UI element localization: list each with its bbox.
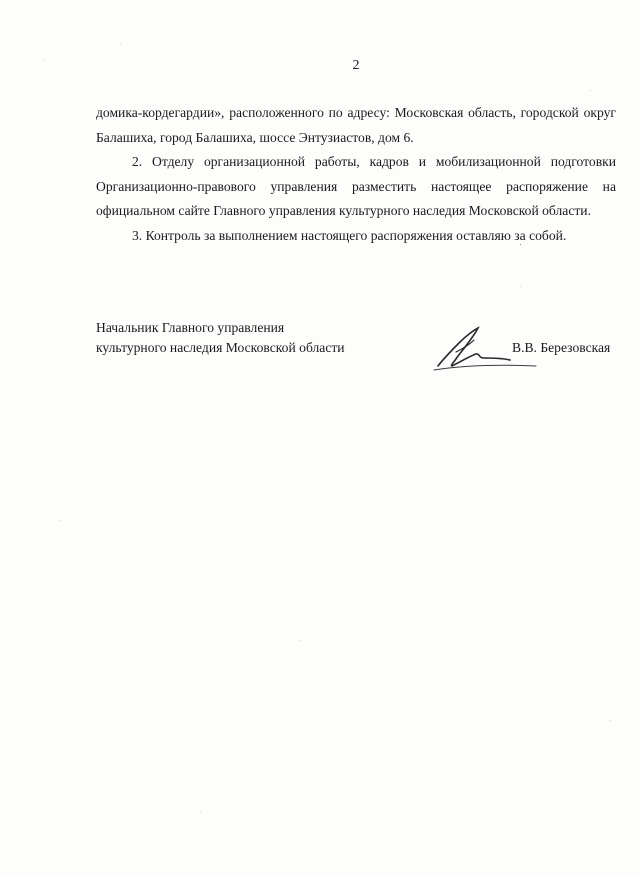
scan-speck [200,812,201,813]
scan-speck [120,44,121,45]
paragraph-item-3: 3. Контроль за выполнением настоящего распоряжения оставляю за собой. [132,227,567,243]
paragraph-item-2: 2. Отделу организационной работы, кадров и мобилизационной подготовки Организационно-правового управления разместить настоящее распоряжение на официальном сайте Главного управления культурного наследия Московской области. [96,154,616,218]
scan-speck [610,720,611,721]
scan-speck [520,244,521,245]
scan-speck [590,90,591,91]
signatory-name: В.В. Березовская [512,340,611,355]
scan-speck [300,640,301,641]
page-number: 2 [352,58,360,73]
scan-speck [44,60,45,61]
document-body [96,101,616,248]
signatory-title-line-1: Начальник Главного управления [96,320,285,335]
signatory-title [96,318,345,358]
scan-speck [520,286,521,287]
signatory-title-line-2: культурного наследия Московской области [96,340,345,355]
scan-speck [60,520,61,521]
paragraph-continuation: домика-кордегардии», расположенного по адресу: Московская область, городской округ Балашиха, город Балашиха, шоссе Энтузиастов, дом 6. [96,105,616,145]
